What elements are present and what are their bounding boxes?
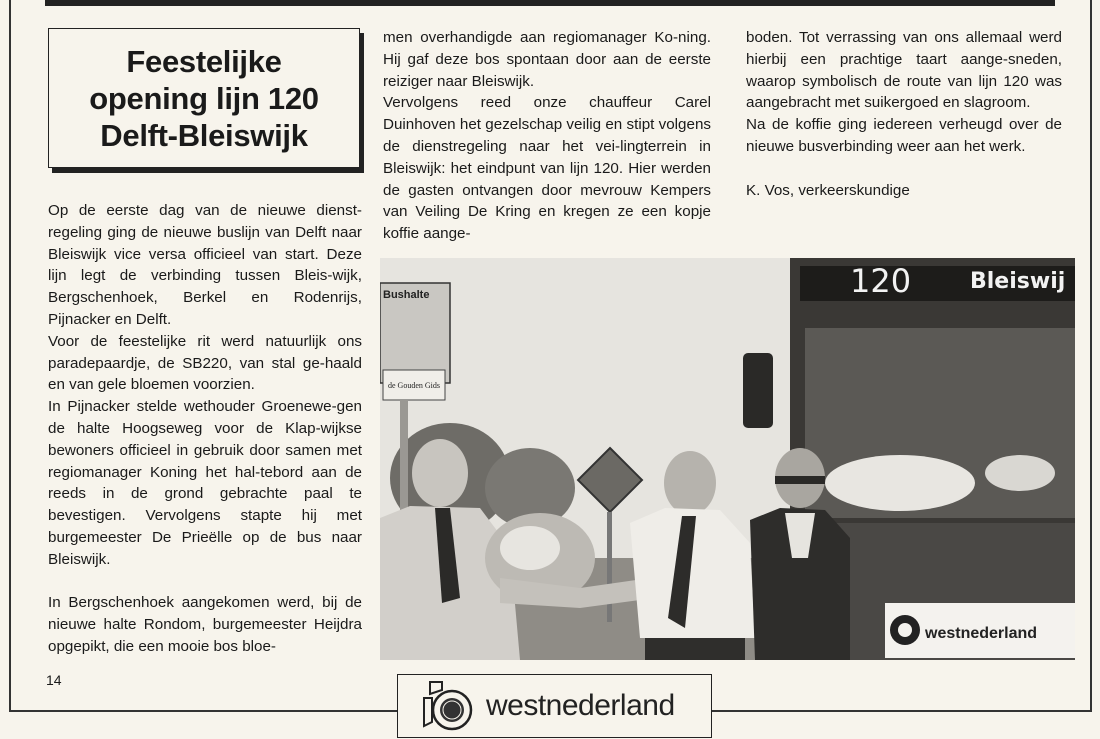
article-column-1: [48, 200, 362, 658]
title-line-1: Feestelijke: [126, 43, 282, 79]
article-photo: [380, 258, 1075, 660]
title-line-2: opening lijn 120: [89, 80, 319, 116]
paragraph: Op de eerste dag van de nieuwe dienst-regeling ging de nieuwe buslijn van Delft naar Bleiswijk vice versa officieel van start. Deze lijn legt de verbinding tussen Bleis-wijk, Bergschenhoek, Berkel en Rodenrijs, Pijnacker en Delft.: [48, 202, 362, 328]
author-signature: K. Vos, verkeerskundige: [746, 181, 910, 199]
footer-rule-left: [9, 710, 397, 712]
article-column-3: [746, 27, 1062, 201]
photo-illustration: [380, 258, 1075, 660]
paragraph: Vervolgens reed onze chauffeur Carel Duinhoven het gezelschap veilig en stipt volgens de dienstregeling naar het vei-lingterrein in Bleiswijk: het eindpunt van lijn 120. Hier werden de gasten ontvangen door mevrouw Kempers van Veiling De Kring en kregen ze een kopje koffie aange-: [383, 94, 711, 243]
footer-logo-box: [397, 674, 712, 738]
paragraph: men overhandigde aan regiomanager Ko-ning. Hij gaf deze bos spontaan door aan de eerste reiziger naar Bleiswijk.: [383, 29, 711, 90]
paragraph: Na de koffie ging iedereen verheugd over de nieuwe busverbinding weer aan het werk.: [746, 116, 1062, 155]
frame-left-edge: [9, 0, 11, 712]
page-number: 14: [46, 672, 62, 688]
paragraph: In Bergschenhoek aangekomen werd, bij de nieuwe halte Rondom, burgemeester Heijdra opgepikt, die een mooie bos bloe-: [48, 594, 362, 655]
article-title-box: [48, 28, 360, 168]
bus-logo-text: westnederland: [925, 625, 1038, 642]
frame-right-edge: [1090, 0, 1092, 712]
person-middle-head: [664, 451, 716, 515]
top-rule: [45, 0, 1055, 6]
bus-route-number: 120: [850, 262, 912, 300]
footer-logo-text: westnederland: [486, 689, 675, 722]
sign-small-text: de Gouden Gids: [388, 381, 440, 390]
paragraph: Voor de feestelijke rit werd natuurlijk ons paradepaardje, de SB220, van stal ge-haald en van gele bloemen voorzien.: [48, 332, 362, 394]
bus-stop-sign-text: Bushalte: [383, 289, 430, 301]
article-column-2: [383, 27, 711, 245]
paragraph: In Pijnacker stelde wethouder Groenewe-gen de halte Hoogseweg voor de Klap-wijkse bewoners officieel in gebruik door samen met regiomanager Koning het hal-tebord aan de reeds in de grond gebrachte paal te bevestigen. Vervolgens stapte hij met burgemeester De Prieëlle op de bus naar Bleiswijk.: [48, 398, 362, 568]
bus-destination: Bleiswij: [970, 269, 1066, 294]
footer-rule-right: [712, 710, 1092, 712]
person-left-head: [412, 439, 468, 507]
westnederland-logo-icon: [418, 676, 480, 736]
paragraph: boden. Tot verrassing van ons allemaal werd hierbij een prachtige taart aange-sneden, waarop symbolisch de route van lijn 120 was aangebracht met suikergoed en slagroom.: [746, 29, 1062, 112]
title-line-3: Delft-Bleiswijk: [100, 117, 308, 153]
